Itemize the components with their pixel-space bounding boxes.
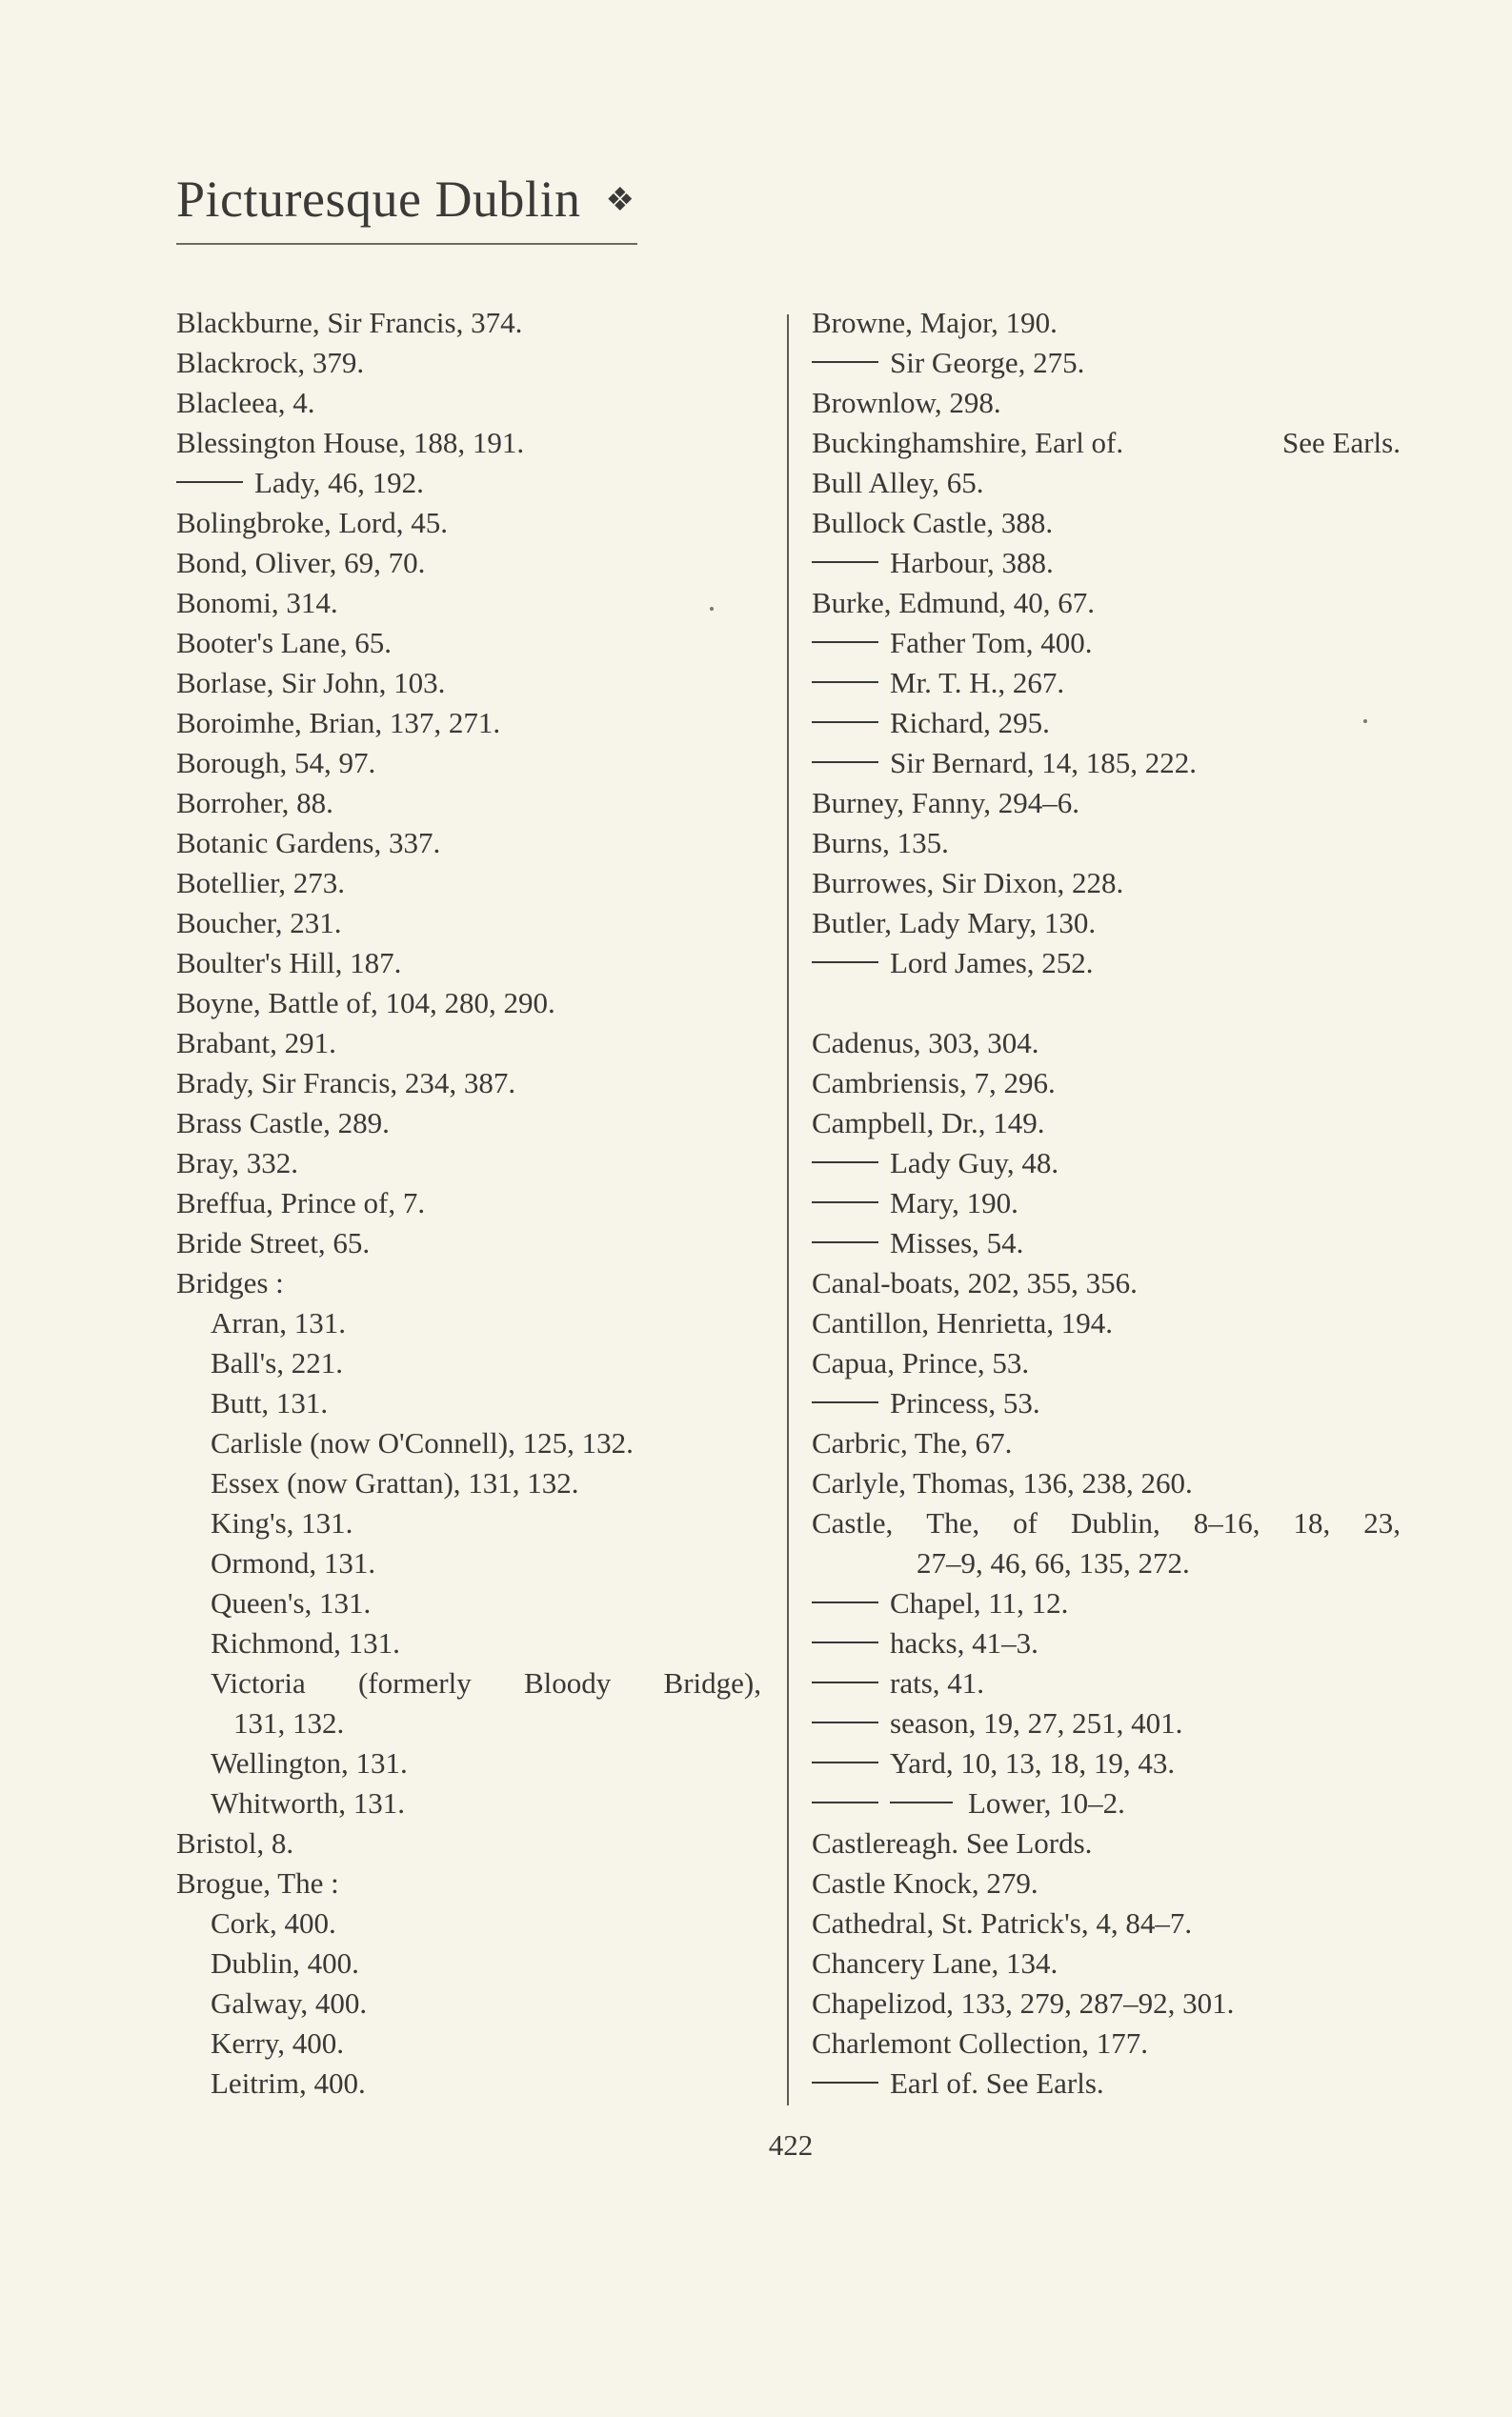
entry-text: Brownlow, 298.: [812, 386, 1001, 419]
entry-text: Carlyle, Thomas, 136, 238, 260.: [812, 1466, 1193, 1500]
entry-text: Essex (now Grattan), 131, 132.: [211, 1466, 579, 1500]
index-entry: [812, 623, 1421, 663]
index-entry: [176, 1543, 786, 1583]
index-entry: [176, 743, 786, 783]
index-entry: [812, 503, 1421, 543]
entry-text: Cork, 400.: [211, 1906, 336, 1940]
index-entry: [812, 1903, 1421, 1944]
entry-text: Butt, 131.: [211, 1386, 329, 1420]
index-entry: [176, 1863, 786, 1903]
index-entry: [812, 1223, 1421, 1263]
index-entry: [812, 1703, 1421, 1743]
index-entry: [176, 1103, 786, 1143]
index-entry: [812, 383, 1421, 423]
entry-text: Bridges :: [176, 1266, 284, 1299]
index-entry: [812, 943, 1421, 983]
index-entry: [176, 1143, 786, 1183]
fleuron-icon: ❖: [605, 183, 635, 218]
entry-word: 18,: [1293, 1506, 1331, 1540]
paper-speck: [710, 607, 714, 611]
entry-text: Cathedral, St. Patrick's, 4, 84–7.: [812, 1906, 1193, 1940]
page-number: 422: [768, 2128, 814, 2162]
index-entry: [812, 663, 1421, 703]
index-entry: [176, 1183, 786, 1223]
index-entry: [176, 983, 786, 1023]
ditto-dash: [812, 1682, 878, 1683]
ditto-dash: [812, 1722, 878, 1723]
index-entry: [812, 743, 1421, 783]
index-entry: [812, 1423, 1421, 1463]
entry-text: Blackburne, Sir Francis, 374.: [176, 306, 523, 339]
entry-text: Bullock Castle, 388.: [812, 506, 1054, 539]
index-entry: [812, 1863, 1421, 1903]
index-entry: [176, 1263, 786, 1303]
index-entry: [176, 2064, 786, 2104]
entry-word: 8–16,: [1193, 1506, 1260, 1540]
entry-text: Blessington House, 188, 191.: [176, 426, 525, 459]
entry-word: Bridge),: [663, 1666, 761, 1700]
entry-text: hacks, 41–3.: [890, 1626, 1038, 1660]
index-entry: [812, 1303, 1421, 1343]
ditto-dash: [812, 1762, 878, 1763]
entry-text: Butler, Lady Mary, 130.: [812, 906, 1097, 939]
index-entry: [812, 1263, 1421, 1303]
entry-text: Breffua, Prince of, 7.: [176, 1186, 426, 1219]
entry-text: 131, 132.: [233, 1706, 345, 1740]
entry-text: Wellington, 131.: [211, 1746, 408, 1780]
entry-word: Dublin,: [1070, 1506, 1160, 1540]
index-entry: [812, 303, 1421, 343]
entry-text: Galway, 400.: [211, 1986, 368, 2020]
entry-word: Victoria: [211, 1666, 306, 1700]
entry-text: Bond, Oliver, 69, 70.: [176, 546, 426, 579]
entry-text: Chapelizod, 133, 279, 287–92, 301.: [812, 1986, 1235, 2020]
column-divider: [787, 314, 789, 2105]
entry-text: Botanic Gardens, 337.: [176, 826, 441, 859]
index-entry: [176, 423, 786, 463]
entry-text: Lower, 10–2.: [968, 1786, 1125, 1820]
index-entry: [176, 1783, 786, 1823]
entry-text: Campbell, Dr., 149.: [812, 1106, 1045, 1139]
ditto-dash: [812, 1201, 878, 1203]
index-column-left: [176, 303, 786, 2104]
index-entry: [812, 1463, 1421, 1503]
ditto-dash: [812, 2082, 878, 2084]
index-entry: [812, 703, 1421, 743]
entry-text: Borough, 54, 97.: [176, 746, 376, 779]
entry-text: Lady, 46, 192.: [254, 466, 424, 499]
index-entry: [812, 1623, 1421, 1663]
ditto-dash: [176, 481, 243, 483]
entry-text: Lady Guy, 48.: [890, 1146, 1059, 1179]
index-entry: [812, 1023, 1421, 1063]
index-entry: [176, 1503, 786, 1543]
index-entry: [176, 463, 786, 503]
index-entry: [176, 1703, 786, 1743]
page-title: Picturesque Dublin: [176, 171, 581, 228]
entry-text: King's, 131.: [211, 1506, 353, 1540]
entry-word: 23,: [1363, 1506, 1401, 1540]
ditto-dash: [812, 1601, 878, 1603]
index-entry: [812, 2064, 1421, 2104]
entry-word: (formerly: [357, 1666, 472, 1700]
entry-text: Capua, Prince, 53.: [812, 1346, 1030, 1380]
index-entry: [176, 1063, 786, 1103]
entry-text: Bray, 332.: [176, 1146, 298, 1179]
entry-text: Bristol, 8.: [176, 1826, 294, 1860]
entry-text: Kerry, 400.: [211, 2026, 345, 2060]
index-entry: [812, 543, 1421, 583]
entry-text: Boucher, 231.: [176, 906, 342, 939]
entry-text: Leitrim, 400.: [211, 2066, 366, 2100]
entry-word: Buckinghamshire, Earl of.: [812, 426, 1124, 459]
index-entry: [812, 1103, 1421, 1143]
index-entry: [176, 1823, 786, 1863]
entry-word: Bloody: [524, 1666, 612, 1700]
entry-word: See Earls.: [1282, 426, 1401, 459]
entry-text: Carbric, The, 67.: [812, 1426, 1013, 1460]
ditto-dash: [812, 641, 878, 643]
ditto-dash: [812, 761, 878, 763]
entry-text: Bull Alley, 65.: [812, 466, 984, 499]
index-entry: [176, 1423, 786, 1463]
entry-text: Blacleea, 4.: [176, 386, 315, 419]
index-entry: [812, 1823, 1421, 1863]
index-entry: [176, 383, 786, 423]
ditto-dash: [812, 1241, 878, 1243]
index-entry: [176, 1944, 786, 1984]
index-column-right: [812, 303, 1421, 2104]
entry-text: Cantillon, Henrietta, 194.: [812, 1306, 1113, 1339]
ditto-dash: [812, 1161, 878, 1163]
ditto-dash: [812, 681, 878, 683]
index-entry: [812, 823, 1421, 863]
entry-text: Ball's, 221.: [211, 1346, 344, 1380]
entry-text: Brogue, The :: [176, 1866, 339, 1900]
entry-text: Carlisle (now O'Connell), 125, 132.: [211, 1426, 634, 1460]
entry-text: Booter's Lane, 65.: [176, 626, 392, 659]
index-entry: [812, 1543, 1421, 1583]
entry-text: Brady, Sir Francis, 234, 387.: [176, 1066, 516, 1099]
entry-text: Harbour, 388.: [890, 546, 1054, 579]
section-gap: [812, 983, 1421, 1023]
entry-text: Sir Bernard, 14, 185, 222.: [890, 746, 1198, 779]
entry-text: Boroimhe, Brian, 137, 271.: [176, 706, 501, 739]
ditto-dash: [812, 1401, 878, 1403]
index-entry: [812, 1663, 1421, 1703]
index-entry: [812, 863, 1421, 903]
index-entry: [176, 1623, 786, 1663]
index-entry: [176, 503, 786, 543]
entry-text: Sir George, 275.: [890, 346, 1085, 379]
entry-text: Burrowes, Sir Dixon, 228.: [812, 866, 1124, 899]
ditto-dash: [812, 721, 878, 723]
index-entry: [176, 903, 786, 943]
entry-text: Burke, Edmund, 40, 67.: [812, 586, 1096, 619]
entry-text: Borroher, 88.: [176, 786, 333, 819]
index-entry: [176, 1383, 786, 1423]
entry-text: Burns, 135.: [812, 826, 949, 859]
running-header: [176, 170, 635, 229]
entry-text: Cambriensis, 7, 296.: [812, 1066, 1056, 1099]
index-entry: [176, 1984, 786, 2024]
entry-text: Castlereagh. See Lords.: [812, 1826, 1093, 1860]
entry-text: Boulter's Hill, 187.: [176, 946, 402, 979]
index-entry: [176, 783, 786, 823]
index-entry: [812, 903, 1421, 943]
index-entry: [176, 623, 786, 663]
entry-text: Mr. T. H., 267.: [890, 666, 1065, 699]
index-entry: [812, 1583, 1421, 1623]
entry-text: Boyne, Battle of, 104, 280, 290.: [176, 986, 555, 1019]
index-entry: [812, 423, 1421, 463]
index-entry: [176, 1583, 786, 1623]
entry-text: Lord James, 252.: [890, 946, 1094, 979]
entry-text: Chapel, 11, 12.: [890, 1586, 1069, 1620]
entry-text: Yard, 10, 13, 18, 19, 43.: [890, 1746, 1176, 1780]
index-entry: [176, 1663, 786, 1703]
entry-text: Mary, 190.: [890, 1186, 1018, 1219]
index-entry: [812, 1743, 1421, 1783]
entry-text: Browne, Major, 190.: [812, 306, 1058, 339]
index-entry: [176, 303, 786, 343]
index-entry: [176, 1743, 786, 1783]
entry-word: of: [1013, 1506, 1038, 1540]
entry-text: Misses, 54.: [890, 1226, 1024, 1259]
entry-text: Princess, 53.: [890, 1386, 1040, 1420]
entry-text: Arran, 131.: [211, 1306, 347, 1339]
index-entry: [176, 2024, 786, 2064]
entry-text: Burney, Fanny, 294–6.: [812, 786, 1079, 819]
entry-word: Castle,: [812, 1506, 894, 1540]
paper-speck: [1363, 719, 1367, 723]
entry-text: Dublin, 400.: [211, 1946, 359, 1980]
entry-text: Borlase, Sir John, 103.: [176, 666, 446, 699]
ditto-dash: [812, 1802, 878, 1803]
entry-text: Brass Castle, 289.: [176, 1106, 390, 1139]
index-entry: [812, 783, 1421, 823]
entry-text: rats, 41.: [890, 1666, 985, 1700]
entry-text: season, 19, 27, 251, 401.: [890, 1706, 1183, 1740]
index-entry: [812, 2024, 1421, 2064]
index-entry: [176, 863, 786, 903]
entry-text: Cadenus, 303, 304.: [812, 1026, 1039, 1059]
entry-text: Botellier, 273.: [176, 866, 345, 899]
entry-text: Chancery Lane, 134.: [812, 1946, 1058, 1980]
index-entry: [176, 1023, 786, 1063]
index-entry: [812, 1783, 1421, 1823]
index-entry: [176, 1343, 786, 1383]
entry-text: Queen's, 131.: [211, 1586, 372, 1620]
entry-text: Bolingbroke, Lord, 45.: [176, 506, 448, 539]
entry-text: Whitworth, 131.: [211, 1786, 406, 1820]
ditto-dash: [812, 361, 878, 363]
entry-text: Castle Knock, 279.: [812, 1866, 1038, 1900]
entry-word: The,: [926, 1506, 980, 1540]
index-entry: [176, 583, 786, 623]
index-entry: [812, 1183, 1421, 1223]
entry-text: Earl of. See Earls.: [890, 2066, 1104, 2100]
entry-text: Bride Street, 65.: [176, 1226, 371, 1259]
index-entry: [176, 1903, 786, 1944]
ditto-dash: [890, 1802, 953, 1803]
index-entry: [812, 343, 1421, 383]
index-entry: [812, 1343, 1421, 1383]
index-entry: [812, 583, 1421, 623]
index-entry: [812, 1944, 1421, 1984]
entry-text: Bonomi, 314.: [176, 586, 338, 619]
entry-text: Richard, 295.: [890, 706, 1050, 739]
entry-text: Ormond, 131.: [211, 1546, 376, 1580]
entry-text: Brabant, 291.: [176, 1026, 336, 1059]
index-entry: [176, 343, 786, 383]
ditto-dash: [812, 961, 878, 963]
entry-text: Canal-boats, 202, 355, 356.: [812, 1266, 1138, 1299]
entry-text: Blackrock, 379.: [176, 346, 365, 379]
ditto-dash: [812, 561, 878, 563]
index-entry: [176, 1223, 786, 1263]
index-entry: [812, 1063, 1421, 1103]
entry-text: Father Tom, 400.: [890, 626, 1093, 659]
index-entry: [176, 703, 786, 743]
index-entry: [176, 943, 786, 983]
entry-text: Charlemont Collection, 177.: [812, 2026, 1149, 2060]
index-entry: [812, 1984, 1421, 2024]
index-entry: [812, 1143, 1421, 1183]
entry-text: Richmond, 131.: [211, 1626, 400, 1660]
index-entry: [812, 1383, 1421, 1423]
entry-text: 27–9, 46, 66, 135, 272.: [917, 1546, 1190, 1580]
ditto-dash: [812, 1642, 878, 1643]
index-entry: [176, 1303, 786, 1343]
header-rule: [176, 243, 637, 245]
index-entry: [812, 1503, 1421, 1543]
index-entry: [812, 463, 1421, 503]
index-entry: [176, 823, 786, 863]
index-entry: [176, 663, 786, 703]
index-entry: [176, 1463, 786, 1503]
index-entry: [176, 543, 786, 583]
